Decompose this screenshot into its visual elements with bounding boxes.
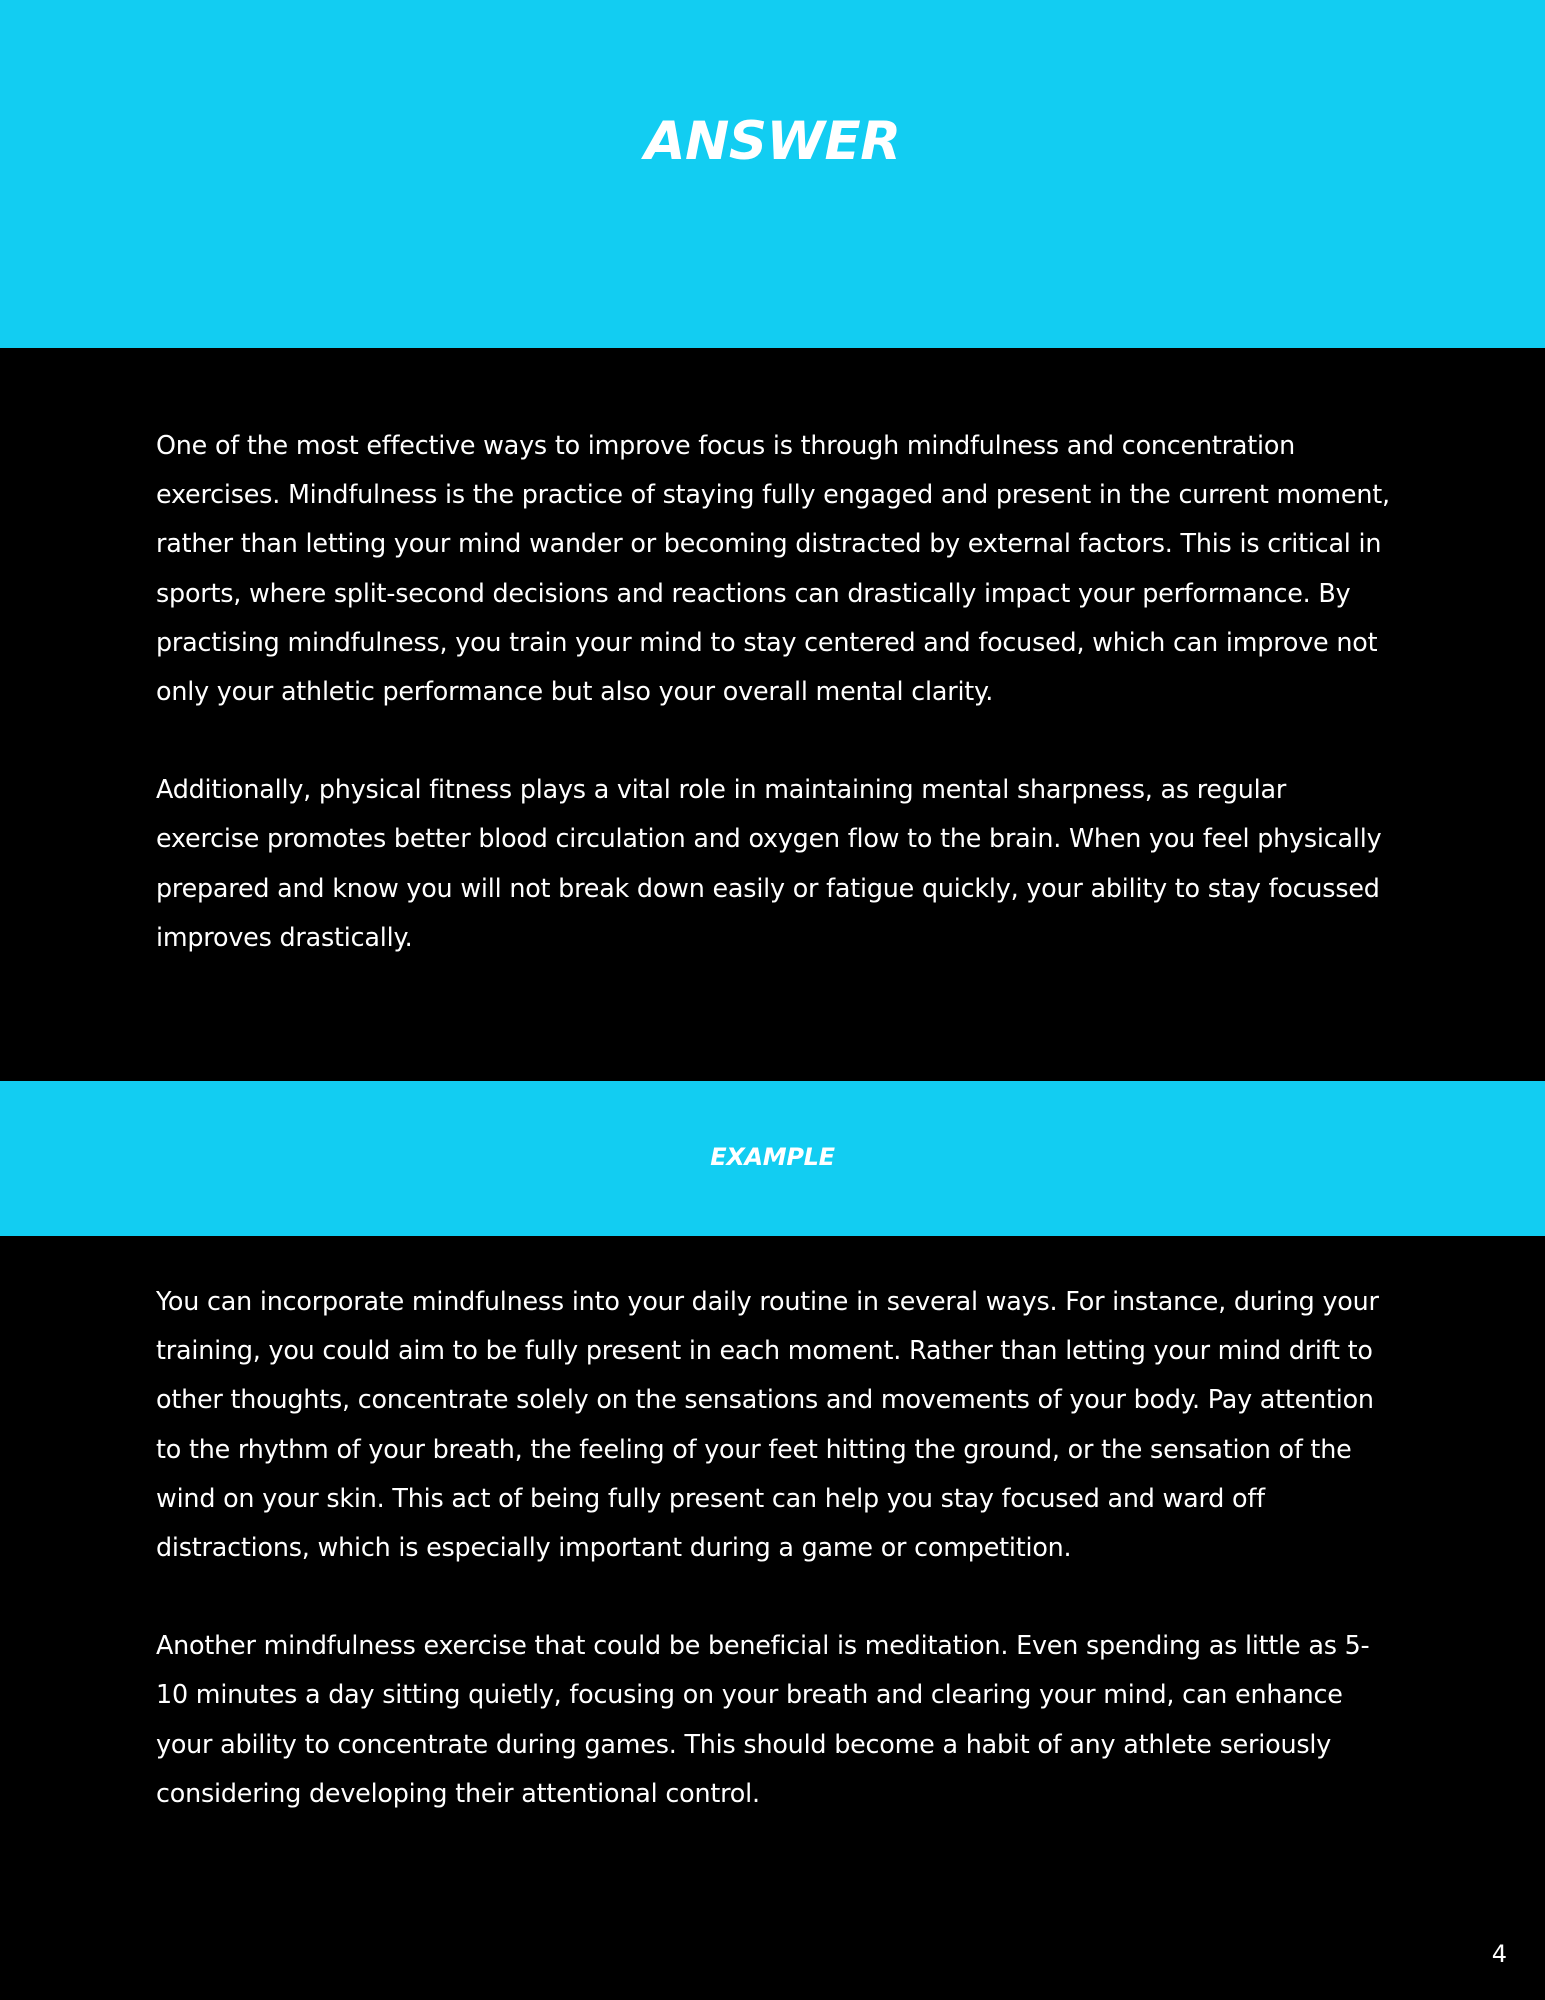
answer-header-band (0, 0, 1545, 348)
answer-body (0, 348, 1545, 1081)
page-number: 4 (1491, 1940, 1507, 1968)
answer-paragraph: One of the most effective ways to improve focus is through mindfulness and concentration exercises. Mindfulness is the practice of staying fully engaged and present in the current moment, rather than letting your mind wander or becoming distracted by external factors. This is critical in sports, where split-second decisions and reactions can drastically impact your performance. By practising mindfulness, you train your mind to stay centered and focused, which can improve not only your athletic performance but also your overall mental clarity. (156, 430, 1390, 707)
example-paragraph: You can incorporate mindfulness into your daily routine in several ways. For instance, during your training, you could aim to be fully present in each moment. Rather than letting your mind drift to other thoughts, concentrate solely on the sensations and movements of your body. Pay attention to the rhythm of your breath, the feeling of your feet hitting the ground, or the sensation of the wind on your skin. This act of being fully present can help you stay focused and ward off distractions, which is especially important during a game or competition. (156, 1286, 1379, 1563)
example-paragraph: Another mindfulness exercise that could be beneficial is meditation. Even spending as little as 5-10 minutes a day sitting quietly, focusing on your breath and clearing your mind, can enhance your ability to concentrate during games. This should become a habit of any athlete seriously considering developing their attentional control. (156, 1630, 1370, 1808)
example-header-band (0, 1081, 1545, 1236)
example-body (0, 1236, 1545, 2000)
answer-heading: ANSWER (644, 110, 901, 172)
answer-paragraph: Additionally, physical fitness plays a vital role in maintaining mental sharpness, as regular exercise promotes better blood circulation and oxygen flow to the brain. When you feel physically prepared and know you will not break down easily or fatigue quickly, your ability to stay focussed improves drastically. (156, 774, 1382, 952)
example-heading: EXAMPLE (710, 1142, 835, 1171)
